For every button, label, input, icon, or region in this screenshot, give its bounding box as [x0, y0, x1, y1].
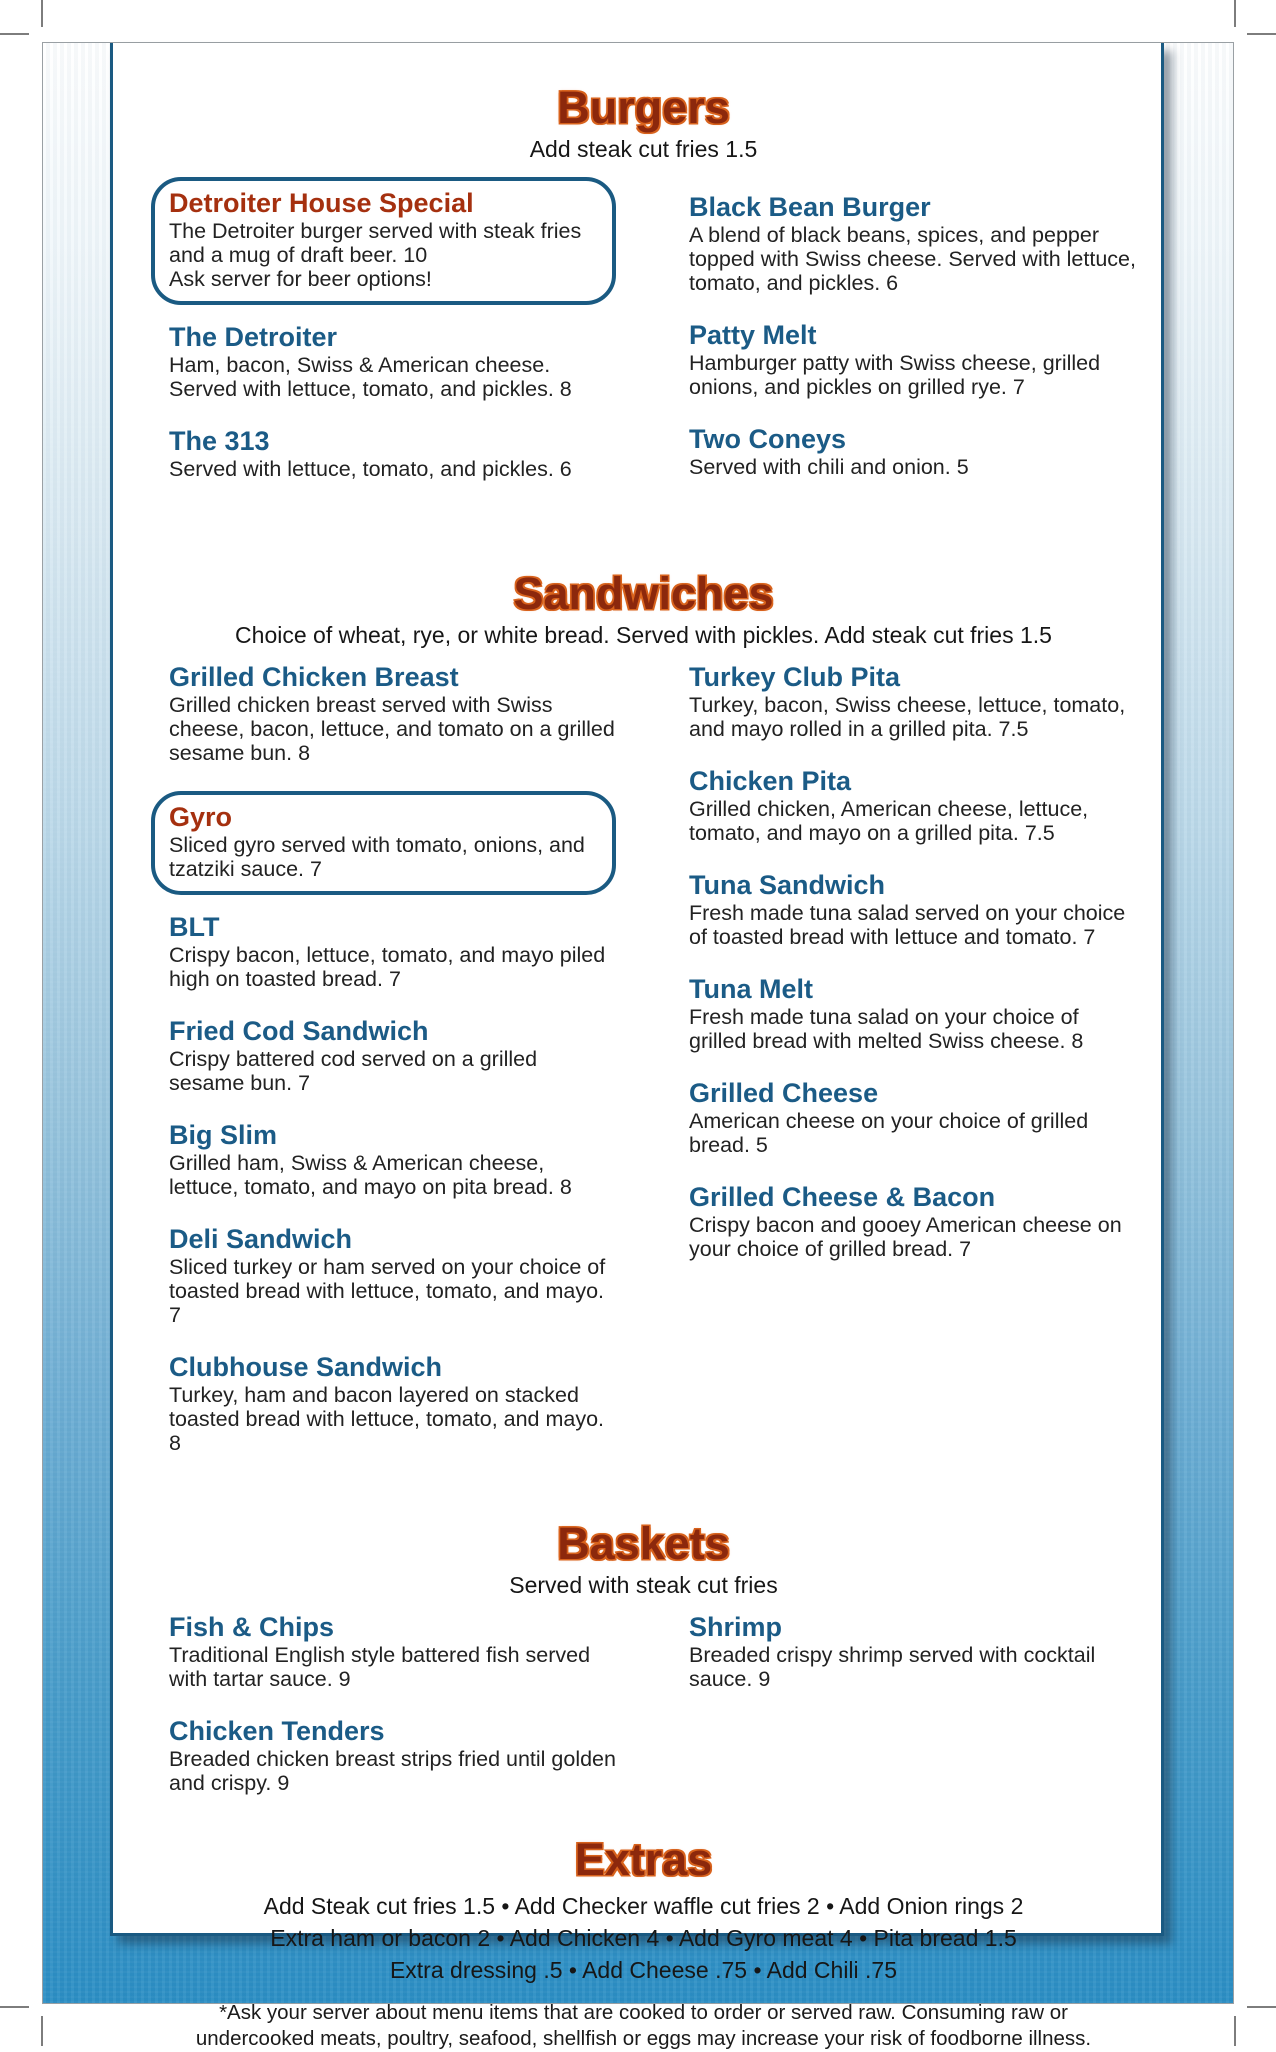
sandwiches-columns — [151, 663, 1136, 1481]
sandwiches-column-right — [671, 663, 1136, 1481]
baskets-column-right — [671, 1613, 1136, 1821]
item-title: The 313 — [169, 426, 270, 456]
menu-item — [151, 1353, 616, 1455]
section-burgers — [151, 82, 1136, 507]
item-description: Sliced gyro served with tomato, onions, and tzatziki sauce. 7 — [169, 833, 585, 881]
item-description: Crispy battered cod served on a grilled sesame bun. 7 — [169, 1047, 538, 1095]
burgers-column-left — [151, 177, 616, 507]
item-title: The Detroiter — [169, 322, 338, 352]
item-title: Patty Melt — [689, 320, 817, 350]
item-title: Grilled Cheese & Bacon — [689, 1182, 996, 1212]
menu-item — [151, 1717, 616, 1795]
menu-item — [671, 1079, 1136, 1157]
item-title: Fried Cod Sandwich — [169, 1016, 429, 1046]
menu-item — [671, 871, 1136, 949]
burgers-columns — [151, 177, 1136, 507]
item-title: Two Coneys — [689, 424, 847, 454]
item-title: Big Slim — [169, 1120, 278, 1150]
item-description: Crispy bacon, lettuce, tomato, and mayo piled high on toasted bread. 7 — [169, 943, 606, 991]
item-description: Breaded chicken breast strips fried until golden and crispy. 9 — [169, 1747, 616, 1795]
section-title-sandwiches: Sandwiches — [513, 568, 774, 619]
item-title: Turkey Club Pita — [689, 662, 901, 692]
item-description: Crispy bacon and gooey American cheese on your choice of grilled bread. 7 — [689, 1213, 1122, 1261]
crop-mark — [1247, 2006, 1276, 2008]
item-title: Grilled Chicken Breast — [169, 662, 459, 692]
item-description: Ham, bacon, Swiss & American cheese. Served with lettuce, tomato, and pickles. 8 — [169, 353, 572, 401]
raw-food-disclaimer: *Ask your server about menu items that are cooked to order or served raw. Consuming raw or undercooked meats, poultry, seafood, shellfish or eggs may increase your risk of foodborne illness. — [195, 2001, 1092, 2050]
section-subtitle-burgers: Add steak cut fries 1.5 — [529, 136, 758, 162]
item-description: Grilled ham, Swiss & American cheese, lettuce, tomato, and mayo on pita bread. 8 — [169, 1151, 572, 1199]
item-description: Fresh made tuna salad served on your choice of toasted bread with lettuce and tomato. 7 — [689, 901, 1126, 949]
extras-line: Extra dressing .5 • Add Cheese .75 • Add Chili .75 — [389, 1957, 898, 1983]
item-title: Deli Sandwich — [169, 1224, 353, 1254]
extras-line: Add Steak cut fries 1.5 • Add Checker waffle cut fries 2 • Add Onion rings 2 — [263, 1893, 1024, 1919]
item-description: Grilled chicken, American cheese, lettuce, tomato, and mayo on a grilled pita. 7.5 — [689, 797, 1089, 845]
item-description: Turkey, bacon, Swiss cheese, lettuce, tomato, and mayo rolled in a grilled pita. 7.5 — [689, 693, 1126, 741]
item-title: Tuna Sandwich — [689, 870, 886, 900]
item-description: Sliced turkey or ham served on your choice of toasted bread with lettuce, tomato, and mayo. 7 — [169, 1255, 606, 1327]
menu-item — [151, 663, 616, 765]
section-sandwiches — [151, 568, 1136, 1481]
item-title: BLT — [169, 912, 220, 942]
menu-item — [151, 1017, 616, 1095]
section-subtitle-baskets: Served with steak cut fries — [509, 1572, 778, 1598]
item-title: Fish & Chips — [169, 1612, 335, 1642]
menu-item — [671, 321, 1136, 399]
burgers-column-right — [671, 177, 1136, 507]
menu-content — [151, 82, 1136, 2052]
menu-item — [151, 177, 616, 305]
extras-lines — [151, 1890, 1136, 1986]
menu-item — [151, 427, 616, 481]
menu-item — [151, 791, 616, 895]
item-description: Served with lettuce, tomato, and pickles. 6 — [169, 457, 572, 481]
menu-panel — [110, 43, 1164, 2050]
item-title: Gyro — [169, 802, 233, 832]
crop-mark — [0, 2006, 29, 2008]
section-extras — [151, 1834, 1136, 1986]
item-description: Turkey, ham and bacon layered on stacked toasted bread with lettuce, tomato, and mayo. 8 — [169, 1383, 605, 1455]
item-description: Hamburger patty with Swiss cheese, grilled onions, and pickles on grilled rye. 7 — [689, 351, 1101, 399]
sandwiches-column-left — [151, 663, 616, 1481]
item-description: Grilled chicken breast served with Swiss cheese, bacon, lettuce, and tomato on a grilled sesame bun. 8 — [169, 693, 615, 765]
extras-line: Extra ham or bacon 2 • Add Chicken 4 • Add Gyro meat 4 • Pita bread 1.5 — [270, 1925, 1017, 1951]
item-title: Tuna Melt — [689, 974, 813, 1004]
section-baskets — [151, 1518, 1136, 1821]
crop-mark — [1234, 0, 1236, 27]
menu-item — [671, 975, 1136, 1053]
item-description: Breaded crispy shrimp served with cocktail sauce. 9 — [689, 1643, 1096, 1691]
item-description: The Detroiter burger served with steak fries and a mug of draft beer. 10 — [169, 219, 582, 267]
crop-mark — [41, 0, 43, 27]
baskets-columns — [151, 1613, 1136, 1821]
item-description: Fresh made tuna salad on your choice of grilled bread with melted Swiss cheese. 8 — [689, 1005, 1084, 1053]
menu-item — [151, 1613, 616, 1691]
menu-item — [151, 913, 616, 991]
menu-item — [671, 767, 1136, 845]
baskets-column-left — [151, 1613, 616, 1821]
item-description: A blend of black beans, spices, and pepper topped with Swiss cheese. Served with lettuce, tomato, and pickles. 6 — [689, 223, 1136, 295]
item-title: Grilled Cheese — [689, 1078, 879, 1108]
menu-item — [671, 663, 1136, 741]
menu-item — [671, 1183, 1136, 1261]
item-note: Ask server for beer options! — [169, 267, 432, 291]
menu-item — [671, 1613, 1136, 1691]
section-subtitle-sandwiches: Choice of wheat, rye, or white bread. Served with pickles. Add steak cut fries 1.5 — [235, 622, 1052, 648]
section-title-extras: Extras — [574, 1834, 713, 1885]
item-title: Detroiter House Special — [169, 188, 474, 218]
item-description: American cheese on your choice of grilled bread. 5 — [689, 1109, 1089, 1157]
item-description: Served with chili and onion. 5 — [689, 455, 969, 479]
item-title: Clubhouse Sandwich — [169, 1352, 443, 1382]
crop-mark — [0, 33, 29, 35]
section-title-baskets: Baskets — [557, 1518, 730, 1569]
menu-item — [151, 1225, 616, 1327]
item-description: Traditional English style battered fish served with tartar sauce. 9 — [169, 1643, 591, 1691]
crop-mark — [1234, 2016, 1236, 2046]
menu-item — [151, 323, 616, 401]
crop-mark — [41, 2016, 43, 2046]
section-title-burgers: Burgers — [557, 82, 730, 133]
menu-item — [671, 425, 1136, 479]
item-title: Chicken Pita — [689, 766, 852, 796]
item-title: Black Bean Burger — [689, 192, 931, 222]
item-title: Chicken Tenders — [169, 1716, 385, 1746]
item-title: Shrimp — [689, 1612, 783, 1642]
menu-item — [151, 1121, 616, 1199]
menu-page-background — [42, 42, 1234, 2050]
crop-mark — [1247, 33, 1276, 35]
menu-item — [671, 193, 1136, 295]
